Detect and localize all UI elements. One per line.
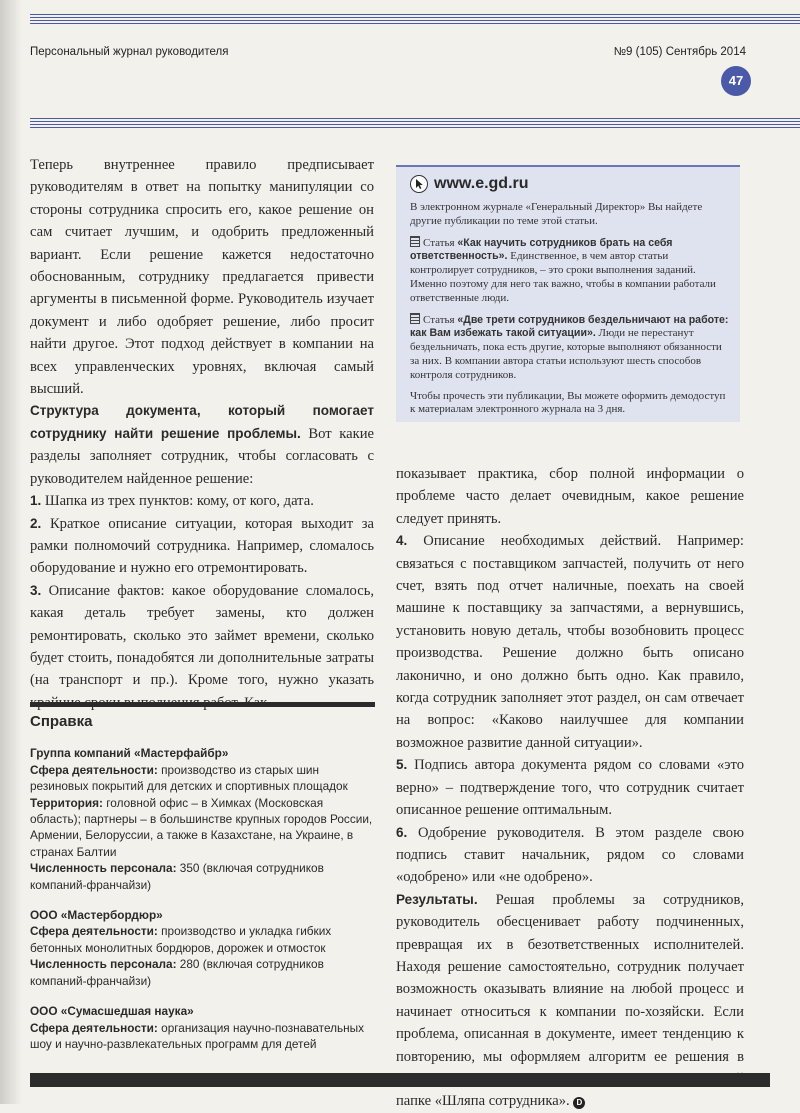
company-name: ООО «Сумасшедшая наука» — [30, 1004, 194, 1019]
company-name: ООО «Мастербордюр» — [30, 908, 163, 923]
callout-site-link[interactable]: www.e.gd.ru — [434, 175, 529, 193]
field-value: производство из старых шин резиновых покрытий для детских и спортивных площадок — [30, 762, 348, 794]
company-name: Группа компаний «Мастерфайбр» — [30, 746, 229, 761]
list-text-2: Краткое описание ситуации, которая выходит за рамки полномочий сотрудника. Например, сломалось оборудование и нужно его отремонтировать. — [30, 515, 374, 577]
cursor-icon — [410, 175, 428, 193]
field-value: 280 (включая сотрудников компаний-франчайзи) — [30, 957, 324, 988]
article-2-title: «Две трети сотрудников бездельничают на работе: как Вам избежать такой ситуации». — [410, 313, 729, 340]
list-text-1: Шапка из трех пунктов: кому, от кого, дата. — [41, 493, 314, 510]
field-label: Сфера деятельности: — [30, 1020, 158, 1035]
spravka-divider — [30, 702, 375, 707]
document-icon — [410, 313, 420, 324]
field-label: Сфера деятельности: — [30, 762, 158, 777]
paragraph-structure — [30, 400, 374, 490]
end-of-article-icon: D — [573, 1097, 585, 1109]
section-rules — [30, 118, 800, 130]
results-heading: Результаты. — [396, 891, 478, 907]
list-number-3: 3. — [30, 582, 42, 598]
structure-text: Вот какие разделы заполняет сотрудник, чтобы согласовать с руководителем найденное решение: — [30, 425, 374, 487]
list-number-6: 6. — [396, 824, 408, 840]
article-1-text: Единственное, в чем автор статьи контролирует сотрудников, – это сроки выполнения заданий. Именно поэтому для него так важно, чтобы в компании работали ответственные люди. — [410, 250, 716, 304]
company-field — [30, 762, 375, 795]
list-item-2 — [30, 513, 374, 580]
callout-intro: В электронном журнале «Генеральный Директор» Вы найдете другие публикации по теме этой статьи. — [410, 201, 703, 227]
company-entry — [30, 745, 375, 893]
list-item-1 — [30, 490, 374, 512]
footer-bar — [30, 1073, 770, 1087]
company-field — [30, 795, 375, 861]
page-number-badge: 47 — [721, 66, 751, 96]
list-number-4: 4. — [396, 533, 408, 549]
list-text-4: Описание необходимых действий. Например: связаться с поставщиком запчастей, получить от него счет, взять под отчет наличные, поехать на своей машине к поставщику за запчастями, а вернувшись, установить новую деталь, чтобы возобновить процесс производства. Решение должно быть описано лаконично, и оно должно быть одно. Как правило, когда сотрудник заполняет этот раздел, он сам отвечает на вопрос: «Каково наилучшее для компании возможное развитие данной ситуации». — [396, 533, 744, 751]
field-value: организация научно-познавательных шоу и научно-развлекательных программ для детей — [30, 1020, 365, 1051]
structure-heading: Структура документа, который помогает сотруднику найти решение проблемы. — [30, 403, 374, 441]
list-text-5: Подпись автора документа рядом со словами «это верно» – подтверждение того, что сотрудник считает описанное решение оптимальным. — [396, 757, 744, 819]
company-field — [30, 860, 375, 893]
list-item-3 — [30, 580, 374, 714]
left-column — [30, 154, 374, 714]
field-label: Сфера деятельности: — [30, 924, 158, 939]
article-2-text: Люди не перестанут бездельничать, пока есть другие, которые выполняют обязанности за них. В компании автора статьи используют шесть способов контроля сотрудников. — [410, 327, 722, 381]
company-entry — [30, 907, 375, 989]
callout-article-1 — [410, 236, 730, 306]
list-number-2: 2. — [30, 515, 42, 531]
document-icon — [410, 236, 420, 247]
company-entry — [30, 1003, 375, 1052]
spravka-section — [30, 714, 375, 1066]
article-2-prefix: Статья — [423, 313, 458, 326]
list-text-6: Одобрение руководителя. В этом разделе свою подпись ставит начальник, рядом со словами «одобрено» или «не одобрено». — [396, 824, 744, 886]
company-field — [30, 923, 375, 956]
field-value: 350 (включая сотрудников компаний-франчайзи) — [30, 861, 324, 892]
journal-title: Персональный журнал руководителя — [30, 46, 229, 58]
field-label: Численность персонала: — [30, 957, 177, 972]
callout-article-2 — [410, 313, 730, 383]
header-rules — [30, 14, 800, 26]
list-item-4 — [396, 530, 744, 754]
paragraph-continuation: показывает практика, сбор полной информации о проблеме часто делает очевидным, какое решение следует принять. — [396, 466, 744, 527]
field-value: производство и укладка гибких бетонных монолитных бордюров, дорожек и отмосток — [30, 924, 332, 955]
page-binding-shadow — [0, 0, 22, 1104]
list-text-3: Описание фактов: какое оборудование сломалось, какая деталь требует замены, кто должен ремонтировать, сколько это займет времени, сколько будет стоить, понадобятся ли дополнительные затраты (на транспорт и пр.). Кроме того, нужно указать — [30, 582, 374, 689]
field-label: Территория: — [30, 795, 103, 810]
company-field — [30, 956, 375, 989]
list-item-6 — [396, 822, 744, 889]
spravka-title: Справка — [30, 713, 93, 730]
paragraph-intro: Теперь внутреннее правило предписывает руководителям в ответ на попытку манипуляции со стороны сотрудника спросить его, какое решение он сам считает лучшим, и одобрить предложенный вариант. Если решение кажется недостаточно обоснованным, сотруднику предлагается привести аргументы в письменной форме. Руководитель изучает документ и либо одобряет решение, либо просит найти другое. Этот подход действует в компании на всех управленческих уровнях, включая самый высший. — [30, 157, 374, 398]
list-item-5 — [396, 754, 744, 821]
list-number-5: 5. — [396, 757, 408, 773]
right-column — [396, 463, 744, 1113]
callout-outro: Чтобы прочесть эти публикации, Вы можете оформить демодоступ к материалам электронного журнала на 3 дня. — [410, 389, 726, 416]
results-text: Решая проблемы за сотрудников, руководитель обесценивает работу подчиненных, превращая их в безответственных исполнителей. Находя решение самостоятельно, сотрудник получает возможность оказывать влияние на любой процесс и начинает относиться к компании по-хозяйски. Если проблема, описанная в документе, имеет тенденцию к повторению, мы оформляем алгоритм ее решения в папке «Шляпа сотрудника». — [396, 891, 744, 1110]
article-1-prefix: Статья — [423, 236, 458, 249]
list-number-1: 1. — [30, 493, 42, 509]
article-1-title: «Как научить сотрудников брать на себя ответственность». — [410, 236, 673, 263]
callout-site-row[interactable] — [410, 175, 730, 193]
field-label: Численность персонала: — [30, 861, 177, 876]
callout-box — [396, 165, 740, 422]
field-value: головной офис – в Химках (Московская область); партнеры – в большинстве крупных городов России, Армении, Белоруссии, а также в Казахстане, на Украине, в странах Балтии — [30, 795, 373, 859]
issue-label: №9 (105) Сентябрь 2014 — [613, 46, 746, 58]
company-field — [30, 1020, 375, 1053]
